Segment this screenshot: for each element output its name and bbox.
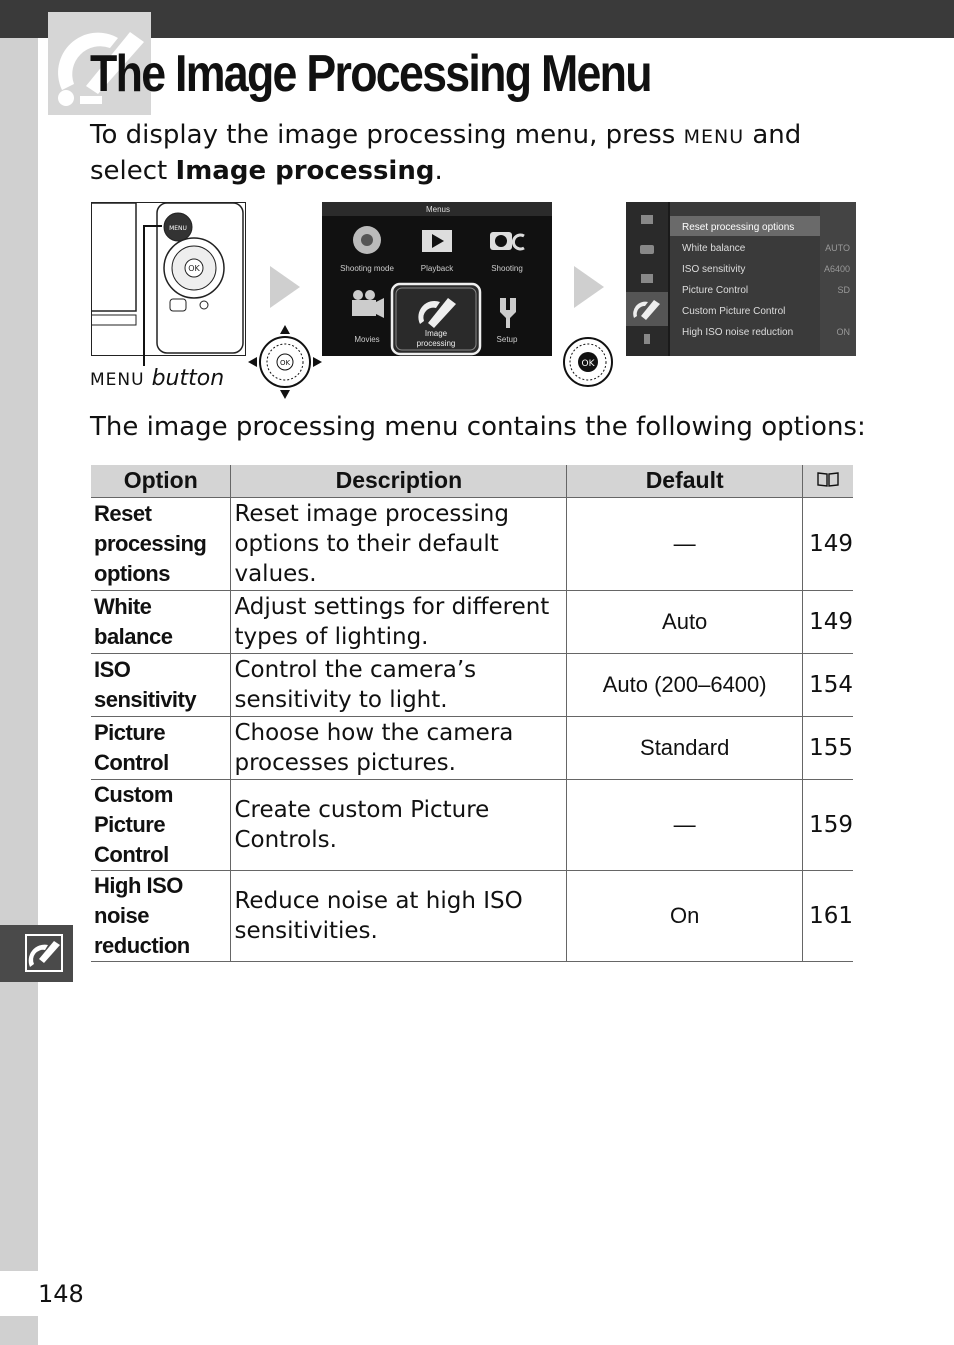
menu-item-label: Shooting mode bbox=[340, 264, 394, 273]
menu-item-label: Movies bbox=[354, 335, 380, 344]
option-name: Custom Picture Control bbox=[91, 779, 231, 870]
option-page: 155 bbox=[803, 716, 853, 779]
table-row bbox=[91, 497, 853, 590]
table-row bbox=[91, 653, 853, 716]
svg-text:OK: OK bbox=[581, 359, 595, 369]
list-item-value: ON bbox=[836, 327, 850, 337]
table-row bbox=[91, 779, 853, 870]
list-item-value: SD bbox=[837, 285, 850, 295]
section-tab bbox=[0, 925, 73, 982]
options-table bbox=[91, 465, 853, 962]
page-number: 148 bbox=[38, 1280, 84, 1308]
svg-text:MENU: MENU bbox=[169, 225, 187, 232]
header-description: Description bbox=[231, 465, 567, 497]
list-item-label: Picture Control bbox=[682, 285, 749, 296]
setup-icon bbox=[500, 298, 516, 328]
menu-item-label: Image bbox=[424, 329, 448, 338]
option-default: Standard bbox=[567, 716, 803, 779]
intro-prefix: To display the image processing menu, press bbox=[90, 120, 684, 150]
svg-text:OK: OK bbox=[279, 359, 291, 367]
option-name: Reset processing options bbox=[91, 497, 231, 590]
table-header-row bbox=[91, 465, 853, 497]
option-description: Adjust settings for different types of lighting. bbox=[231, 590, 567, 653]
option-name: High ISO noise reduction bbox=[91, 870, 231, 961]
option-page: 161 bbox=[803, 870, 853, 961]
menu-word: MENU bbox=[683, 126, 745, 148]
arrow-right-icon bbox=[270, 266, 300, 308]
option-page: 159 bbox=[803, 779, 853, 870]
menu-callout-line bbox=[130, 218, 170, 368]
intro-paragraph bbox=[90, 118, 860, 188]
list-item-label: Custom Picture Control bbox=[682, 306, 786, 317]
option-page: 154 bbox=[803, 653, 853, 716]
svg-text:OK: OK bbox=[188, 264, 200, 273]
setup-tab-icon bbox=[644, 334, 650, 344]
left-strip bbox=[0, 38, 38, 1271]
page-title: The Image Processing Menu bbox=[90, 45, 651, 103]
option-page: 149 bbox=[803, 590, 853, 653]
option-default: — bbox=[567, 497, 803, 590]
left-strip-bottom bbox=[0, 1316, 38, 1345]
multi-selector-icon bbox=[246, 323, 324, 401]
image-processing-screen bbox=[626, 202, 856, 356]
movies-icon bbox=[352, 290, 384, 318]
arrow-right-icon bbox=[574, 266, 604, 308]
list-item-label: High ISO noise reduction bbox=[682, 327, 794, 338]
header-option: Option bbox=[91, 465, 231, 497]
menu-button-caption bbox=[90, 366, 224, 391]
option-description: Control the camera’s sensitivity to light. bbox=[231, 653, 567, 716]
shooting-icon bbox=[490, 232, 524, 250]
menu-item-label: Shooting bbox=[491, 264, 523, 273]
menus-screen bbox=[322, 202, 552, 356]
option-default: On bbox=[567, 870, 803, 961]
table-row bbox=[91, 590, 853, 653]
list-item-label: White balance bbox=[682, 243, 746, 254]
option-description: Create custom Picture Controls. bbox=[231, 779, 567, 870]
option-description: Reset image processing options to their default values. bbox=[231, 497, 567, 590]
image-processing-tab-icon bbox=[0, 925, 73, 982]
option-default: Auto bbox=[567, 590, 803, 653]
shooting-tab-icon bbox=[640, 245, 654, 254]
playback-tab-icon bbox=[641, 215, 653, 224]
table-row bbox=[91, 716, 853, 779]
playback-icon bbox=[422, 230, 452, 252]
option-page: 149 bbox=[803, 497, 853, 590]
option-description: Choose how the camera processes pictures. bbox=[231, 716, 567, 779]
menu-item-label: Setup bbox=[496, 335, 518, 344]
option-name: ISO sensitivity bbox=[91, 653, 231, 716]
intro-bold: Image processing bbox=[175, 156, 435, 186]
table-row bbox=[91, 870, 853, 961]
menu-button-label: button bbox=[151, 366, 225, 391]
list-item-label: ISO sensitivity bbox=[682, 264, 746, 275]
header-default: Default bbox=[567, 465, 803, 497]
intro-middle: and select bbox=[90, 120, 802, 186]
option-name: Picture Control bbox=[91, 716, 231, 779]
options-intro: The image processing menu contains the following options: bbox=[90, 412, 866, 442]
option-default: Auto (200–6400) bbox=[567, 653, 803, 716]
header-page bbox=[803, 465, 853, 497]
intro-suffix: . bbox=[434, 156, 443, 186]
list-item-value: AUTO bbox=[825, 243, 850, 253]
menus-header: Menus bbox=[425, 205, 451, 214]
menu-button-word: MENU bbox=[90, 370, 145, 390]
shooting-mode-icon bbox=[353, 226, 381, 254]
list-item-label: Reset processing options bbox=[682, 222, 795, 233]
menu-item-label: Playback bbox=[420, 264, 454, 273]
option-description: Reduce noise at high ISO sensitivities. bbox=[231, 870, 567, 961]
list-item-value: A6400 bbox=[823, 264, 850, 274]
ok-button-icon bbox=[562, 336, 614, 388]
movies-tab-icon bbox=[641, 274, 653, 283]
menu-item-label: processing bbox=[416, 339, 456, 348]
book-icon bbox=[816, 470, 840, 488]
option-default: — bbox=[567, 779, 803, 870]
option-name: White balance bbox=[91, 590, 231, 653]
